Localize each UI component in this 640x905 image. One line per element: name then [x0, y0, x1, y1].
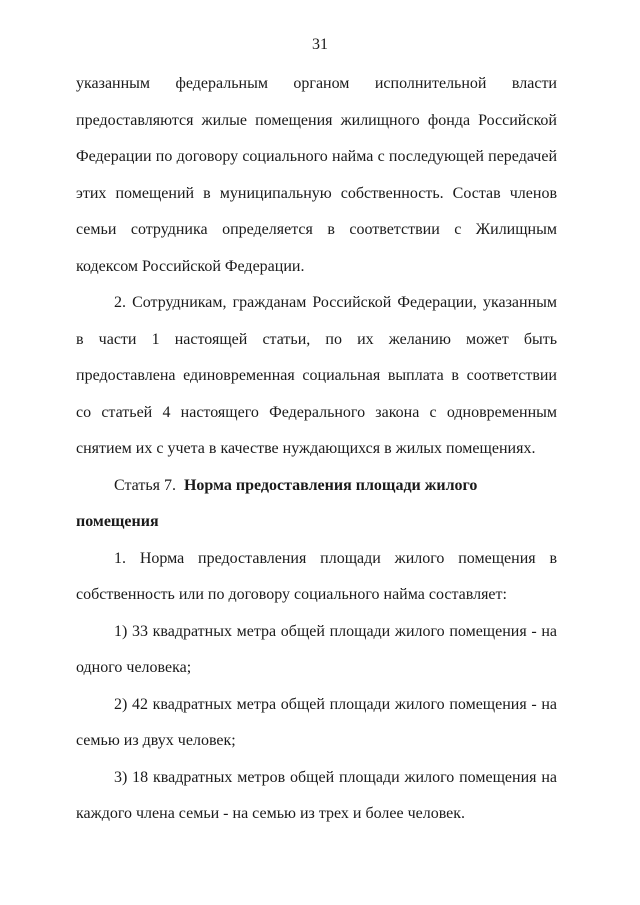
article-paragraph-1: 1. Норма предоставления площади жилого помещения в собственность или по договору социального найма составляет:: [76, 549, 557, 603]
document-body: [76, 66, 557, 833]
article-label: Статья 7.: [114, 476, 176, 494]
page-number: 31: [312, 36, 328, 53]
article-list-item-1: 1) 33 квадратных метра общей площади жилого помещения - на одного человека;: [76, 622, 557, 676]
article-title: Норма предоставления площади жилого помещения: [76, 476, 478, 530]
article-list-item-3: 3) 18 квадратных метров общей площади жилого помещения на каждого члена семьи - на семью из трех и более человек.: [76, 768, 557, 822]
paragraph-item-2: 2. Сотрудникам, гражданам Российской Федерации, указанным в части 1 настоящей статьи, по их желанию может быть предоставлена единовременная социальная выплата в соответствии со статьей 4 настоящего Федерального закона с одновременным снятием их с учета в качестве нуждающихся в жилых помещениях.: [76, 294, 557, 457]
article-heading: [76, 468, 557, 541]
paragraph-continuation: указанным федеральным органом исполнительной власти предоставляются жилые помещения жилищного фонда Российской Федерации по договору социального найма с последующей передачей этих помещений в муниципальную собственность. Состав членов семьи сотрудника определяется в соответствии с Жилищным кодексом Российской Федерации.: [76, 75, 557, 275]
article-list-item-2: 2) 42 квадратных метра общей площади жилого помещения - на семью из двух человек;: [76, 695, 557, 749]
